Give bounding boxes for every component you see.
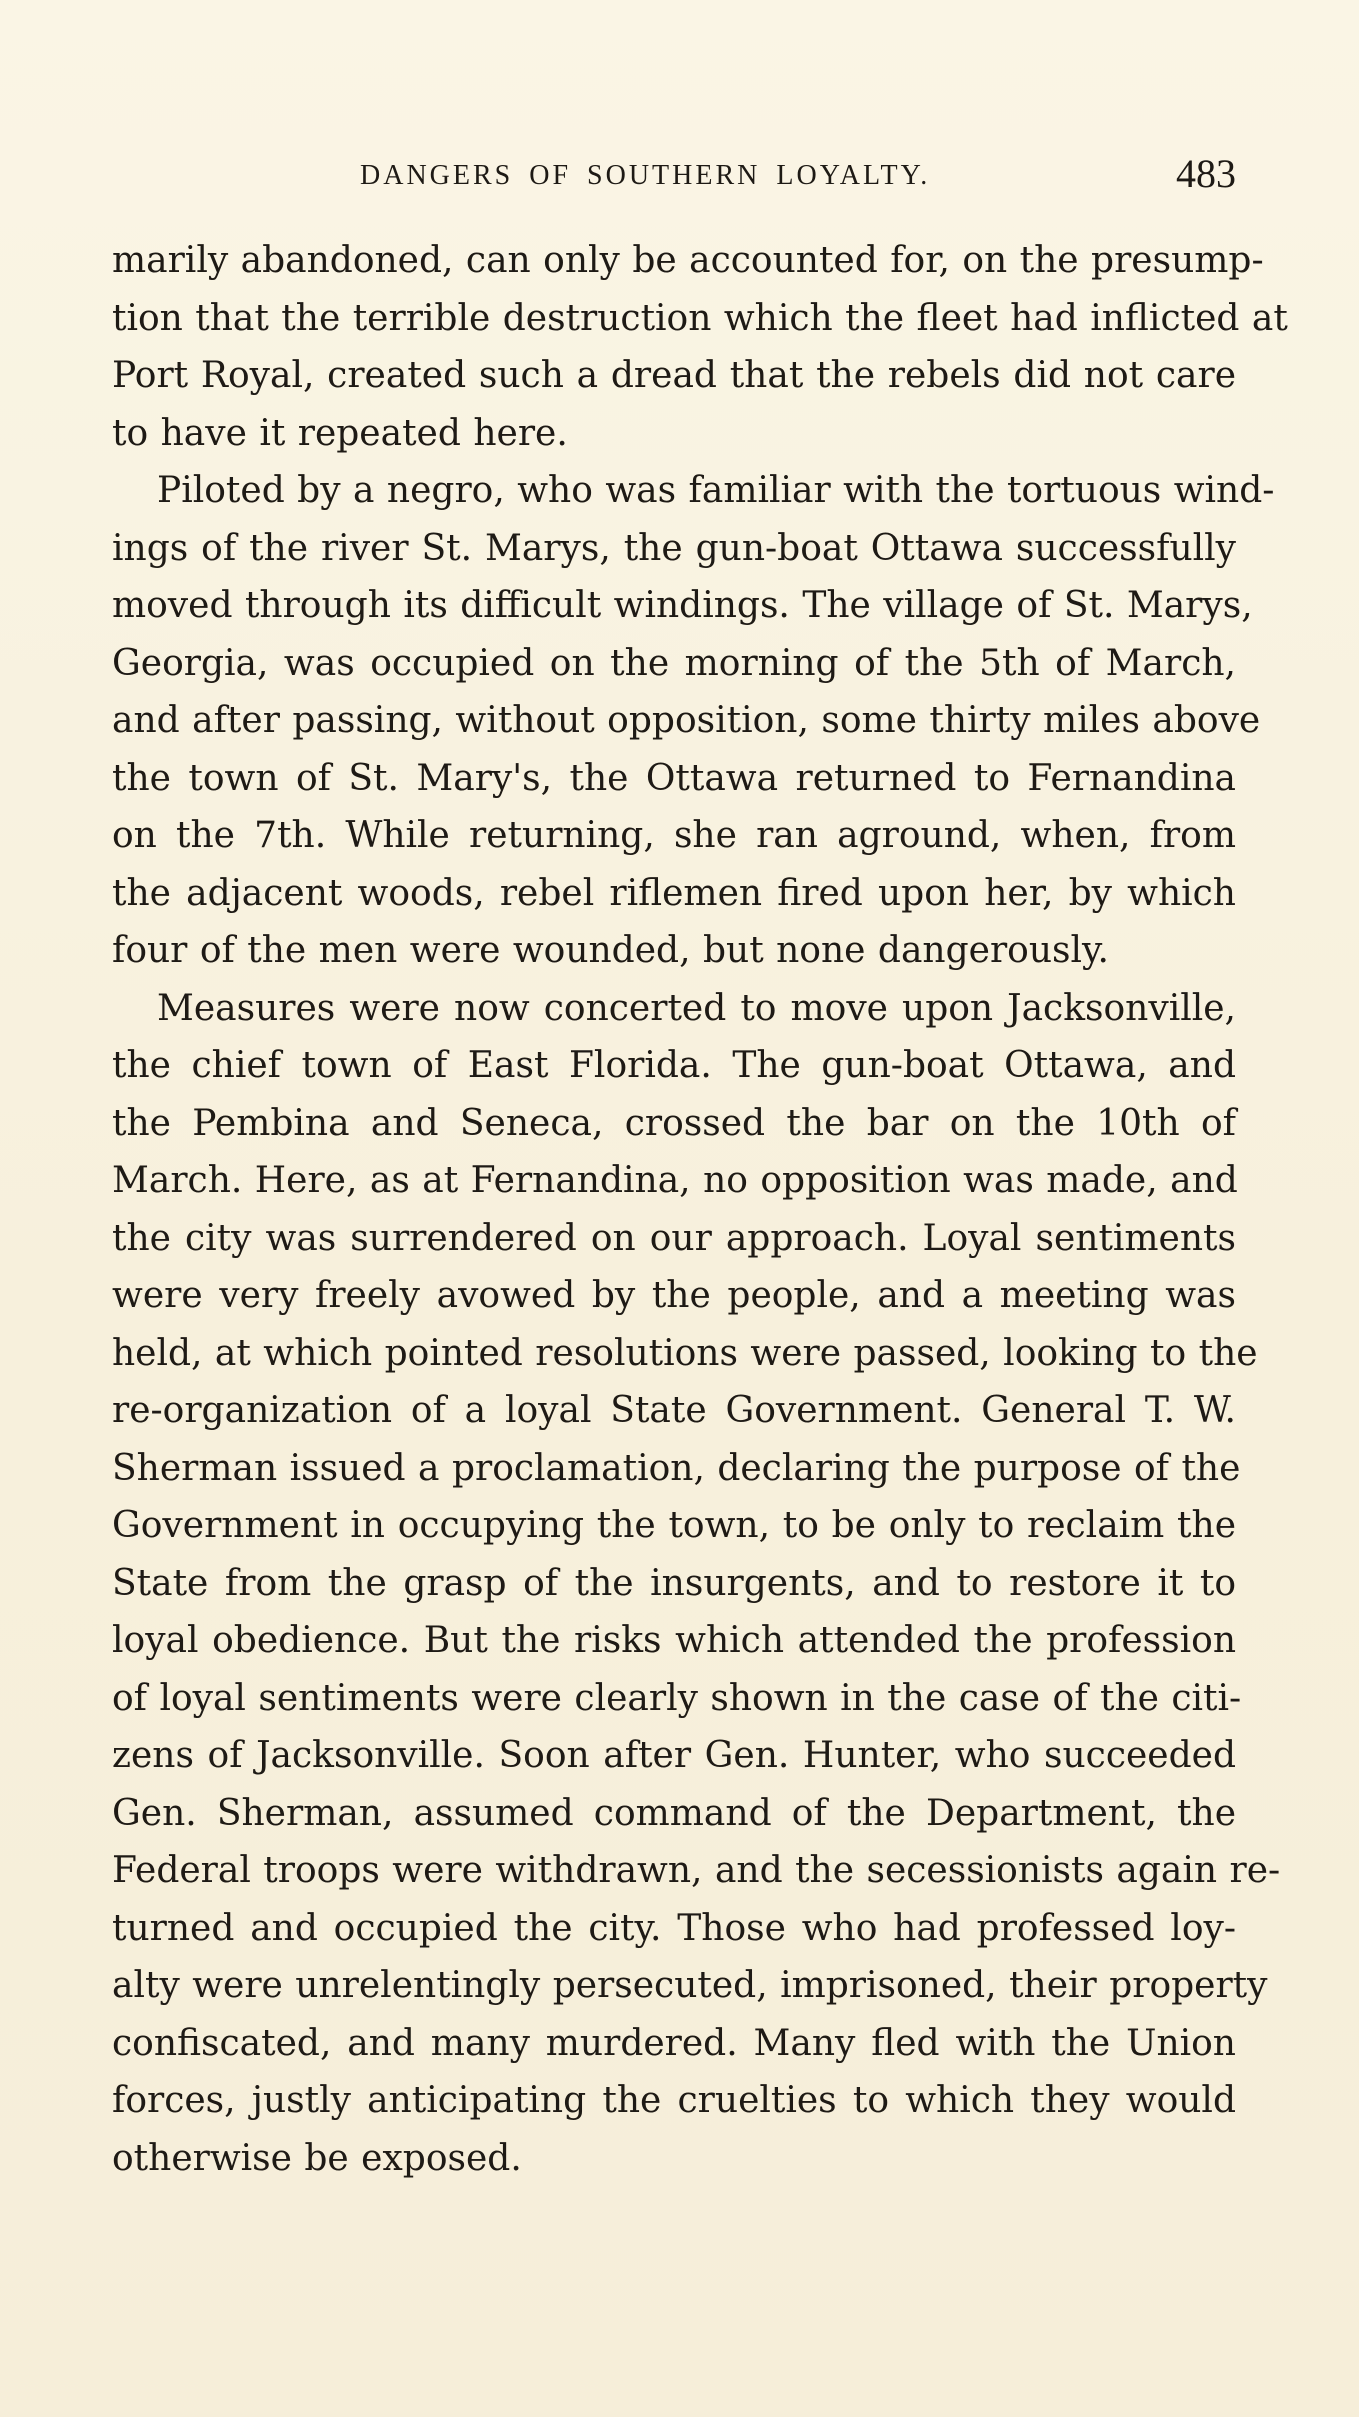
text-line: on the 7th. While returning, she ran aground, when, from bbox=[112, 815, 1236, 856]
text-line: forces, justly anticipating the cruelties to which they would bbox=[112, 2080, 1236, 2121]
text-line: confiscated, and many murdered. Many fled with the Union bbox=[112, 2022, 1236, 2064]
text-line: Piloted by a negro, who was familiar with the tortuous wind- bbox=[157, 470, 1275, 511]
text-line: the Pembina and Seneca, crossed the bar on the 10th of bbox=[112, 1102, 1236, 1144]
text-line: Georgia, was occupied on the morning of the 5th of March, bbox=[112, 642, 1236, 684]
text-line: were very freely avowed by the people, and a meeting was bbox=[112, 1275, 1236, 1316]
text-line: to have it repeated here. bbox=[112, 412, 568, 454]
text-line: held, at which pointed resolutions were passed, looking to the bbox=[112, 1332, 1258, 1374]
running-title: DANGERS OF SOUTHERN LOYALTY. bbox=[360, 160, 931, 191]
text-line: turned and occupied the city. Those who had professed loy- bbox=[112, 1907, 1236, 1949]
text-line: zens of Jacksonville. Soon after Gen. Hunter, who succeeded bbox=[112, 1735, 1236, 1776]
text-line: Port Royal, created such a dread that the rebels did not care bbox=[112, 355, 1236, 396]
text-line: State from the grasp of the insurgents, and to restore it to bbox=[112, 1562, 1236, 1604]
text-line: Government in occupying the town, to be only to reclaim the bbox=[112, 1505, 1236, 1546]
text-line: of loyal sentiments were clearly shown in the case of the citi- bbox=[112, 1677, 1242, 1719]
text-line: ings of the river St. Marys, the gun-boat Ottawa successfully bbox=[112, 527, 1236, 569]
text-line: tion that the terrible destruction which the fleet had inflicted at bbox=[112, 297, 1288, 339]
body-text bbox=[112, 232, 1288, 2187]
text-line: four of the men were wounded, but none dangerously. bbox=[112, 930, 1109, 971]
text-line: otherwise be exposed. bbox=[112, 2137, 522, 2179]
text-line: the city was surrendered on our approach. Loyal sentiments bbox=[112, 1217, 1236, 1259]
text-line: loyal obedience. But the risks which attended the profession bbox=[112, 1620, 1236, 1661]
running-head bbox=[112, 150, 1236, 202]
text-line: marily abandoned, can only be accounted for, on the presump- bbox=[112, 240, 1264, 281]
text-line: Federal troops were withdrawn, and the secessionists again re- bbox=[112, 1850, 1281, 1891]
text-line: moved through its difficult windings. The village of St. Marys, bbox=[112, 585, 1253, 626]
text-line: Measures were now concerted to move upon Jacksonville, bbox=[157, 987, 1236, 1029]
text-line: the chief town of East Florida. The gun-boat Ottawa, and bbox=[112, 1045, 1236, 1086]
text-line: March. Here, as at Fernandina, no opposition was made, and bbox=[112, 1160, 1238, 1201]
text-line: re-organization of a loyal State Government. General T. W. bbox=[112, 1390, 1236, 1431]
text-line: the town of St. Mary's, the Ottawa returned to Fernandina bbox=[112, 757, 1236, 799]
text-line: the adjacent woods, rebel riflemen fired upon her, by which bbox=[112, 872, 1236, 914]
text-line: alty were unrelentingly persecuted, imprisoned, their property bbox=[112, 1965, 1268, 2006]
text-line: Sherman issued a proclamation, declaring the purpose of the bbox=[112, 1447, 1241, 1489]
text-line: Gen. Sherman, assumed command of the Department, the bbox=[112, 1792, 1236, 1834]
page-number: 483 bbox=[1176, 151, 1236, 196]
text-line: and after passing, without opposition, some thirty miles above bbox=[112, 700, 1261, 741]
